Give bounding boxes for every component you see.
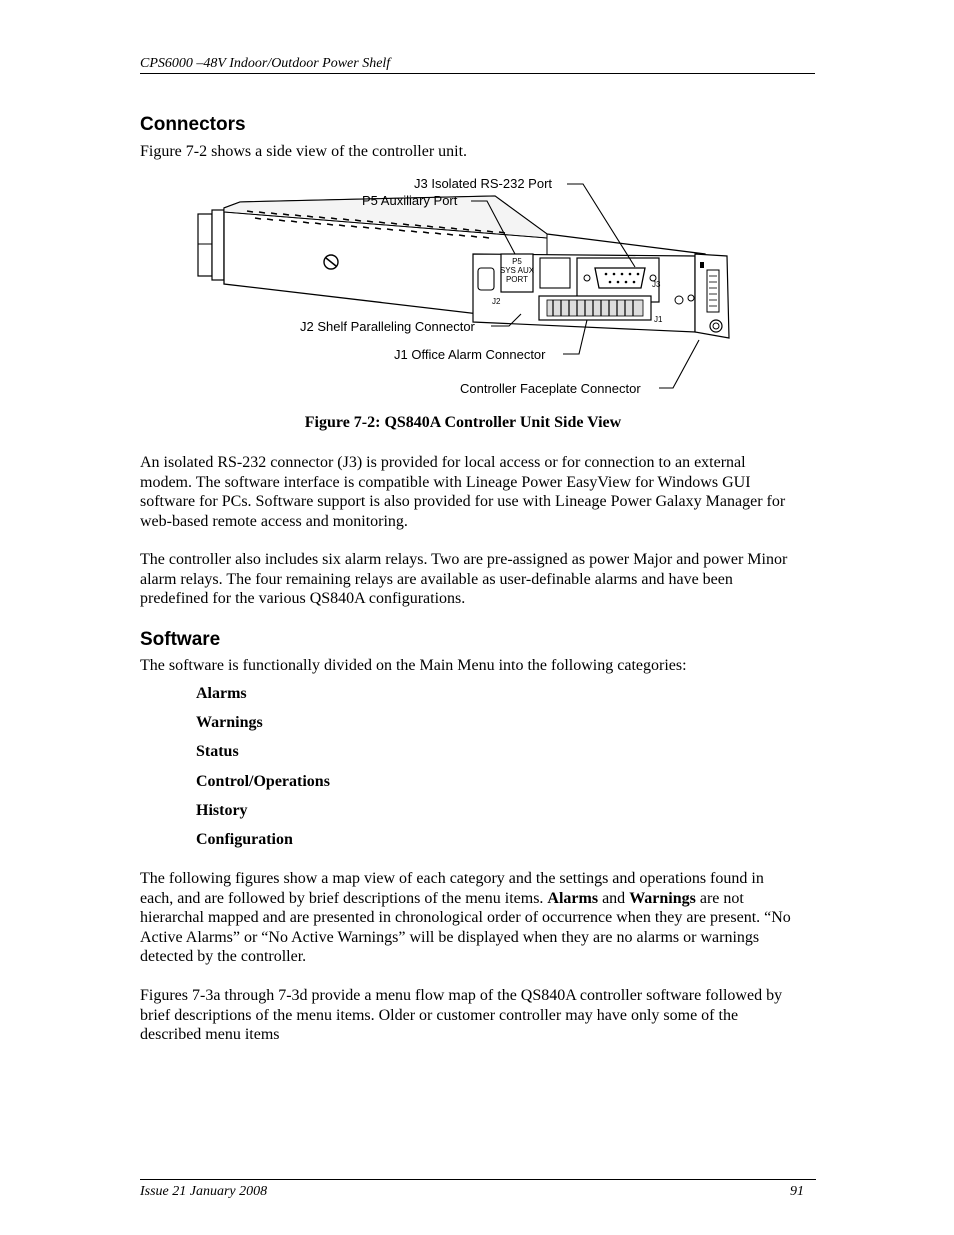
software-intro: The software is functionally divided on the Main Menu into the following categories:	[140, 657, 687, 674]
faceplate-panel	[473, 254, 695, 332]
label-j3-rs232-port: J3 Isolated RS-232 Port	[414, 176, 553, 191]
j2-marking: J2	[492, 297, 501, 306]
map-view-text-1: The following figures show a map view of each category and the settings and operations found in each, and are followed by brief descriptions of the menu items.	[140, 870, 764, 907]
rs232-paragraph: An isolated RS-232 connector (J3) is provided for local access or for connection to an external modem. The software interface is compatible with Lineage Power EasyView for Windows GUI software for PCs. Software support is also provided for use with Lineage Power Galaxy Manager for web-based remote access and monitoring.	[140, 454, 786, 530]
footer-rule	[140, 1179, 816, 1180]
map-view-paragraph	[140, 869, 800, 967]
figure-caption: Figure 7-2: QS840A Controller Unit Side View	[304, 414, 622, 431]
category-history: History	[196, 802, 248, 819]
sys-aux-marking: SYS AUX	[499, 266, 535, 275]
left-mounting-tabs	[198, 210, 224, 280]
category-status: Status	[196, 743, 239, 760]
map-view-text-3: are not hierarchal mapped and are presented in chronological order of occurrence when they are present. “No Active Alarms” or “No Active Warnings” will be displayed when they are no alarms or warnings detected by the controller.	[140, 889, 791, 966]
j1-marking: J1	[654, 315, 663, 324]
right-faceplate	[695, 254, 729, 338]
label-faceplate-connector: Controller Faceplate Connector	[460, 381, 641, 396]
j3-marking: J3	[652, 280, 661, 289]
screw-icon	[324, 255, 338, 269]
label-j2-shelf-paralleling: J2 Shelf Paralleling Connector	[300, 319, 475, 334]
category-warnings: Warnings	[196, 714, 263, 731]
software-heading: Software	[140, 629, 221, 650]
label-p5-auxiliary-port: P5 Auxiliary Port	[362, 193, 458, 208]
category-alarms: Alarms	[196, 685, 247, 702]
category-control-operations: Control/Operations	[196, 773, 330, 790]
menu-flow-paragraph: Figures 7-3a through 7-3d provide a menu flow map of the QS840A controller software followed by brief descriptions of the menu items. Older or customer controller may have only some of the described menu items	[140, 987, 783, 1044]
controller-side-view-figure	[195, 172, 735, 402]
page-number: 91	[790, 1184, 804, 1199]
label-j1-office-alarm: J1 Office Alarm Connector	[394, 347, 546, 362]
map-view-text-2: and	[598, 889, 630, 907]
category-configuration: Configuration	[196, 831, 293, 848]
header-rule	[140, 73, 815, 74]
connectors-intro: Figure 7-2 shows a side view of the controller unit.	[140, 143, 468, 160]
port-marking: PORT	[505, 275, 529, 284]
connectors-heading: Connectors	[140, 114, 246, 135]
running-header: CPS6000 –48V Indoor/Outdoor Power Shelf	[140, 56, 391, 71]
alarm-relays-paragraph: The controller also includes six alarm relays. Two are pre-assigned as power Major and power Minor alarm relays. The four remaining relays are available as user-definable alarms and have been predefined for the various QS840A configurations.	[140, 551, 788, 608]
warnings-bold: Warnings	[629, 889, 696, 907]
alarms-bold: Alarms	[547, 889, 599, 907]
footer-issue: Issue 21 January 2008	[140, 1184, 268, 1199]
p5-marking: P5	[512, 257, 522, 266]
